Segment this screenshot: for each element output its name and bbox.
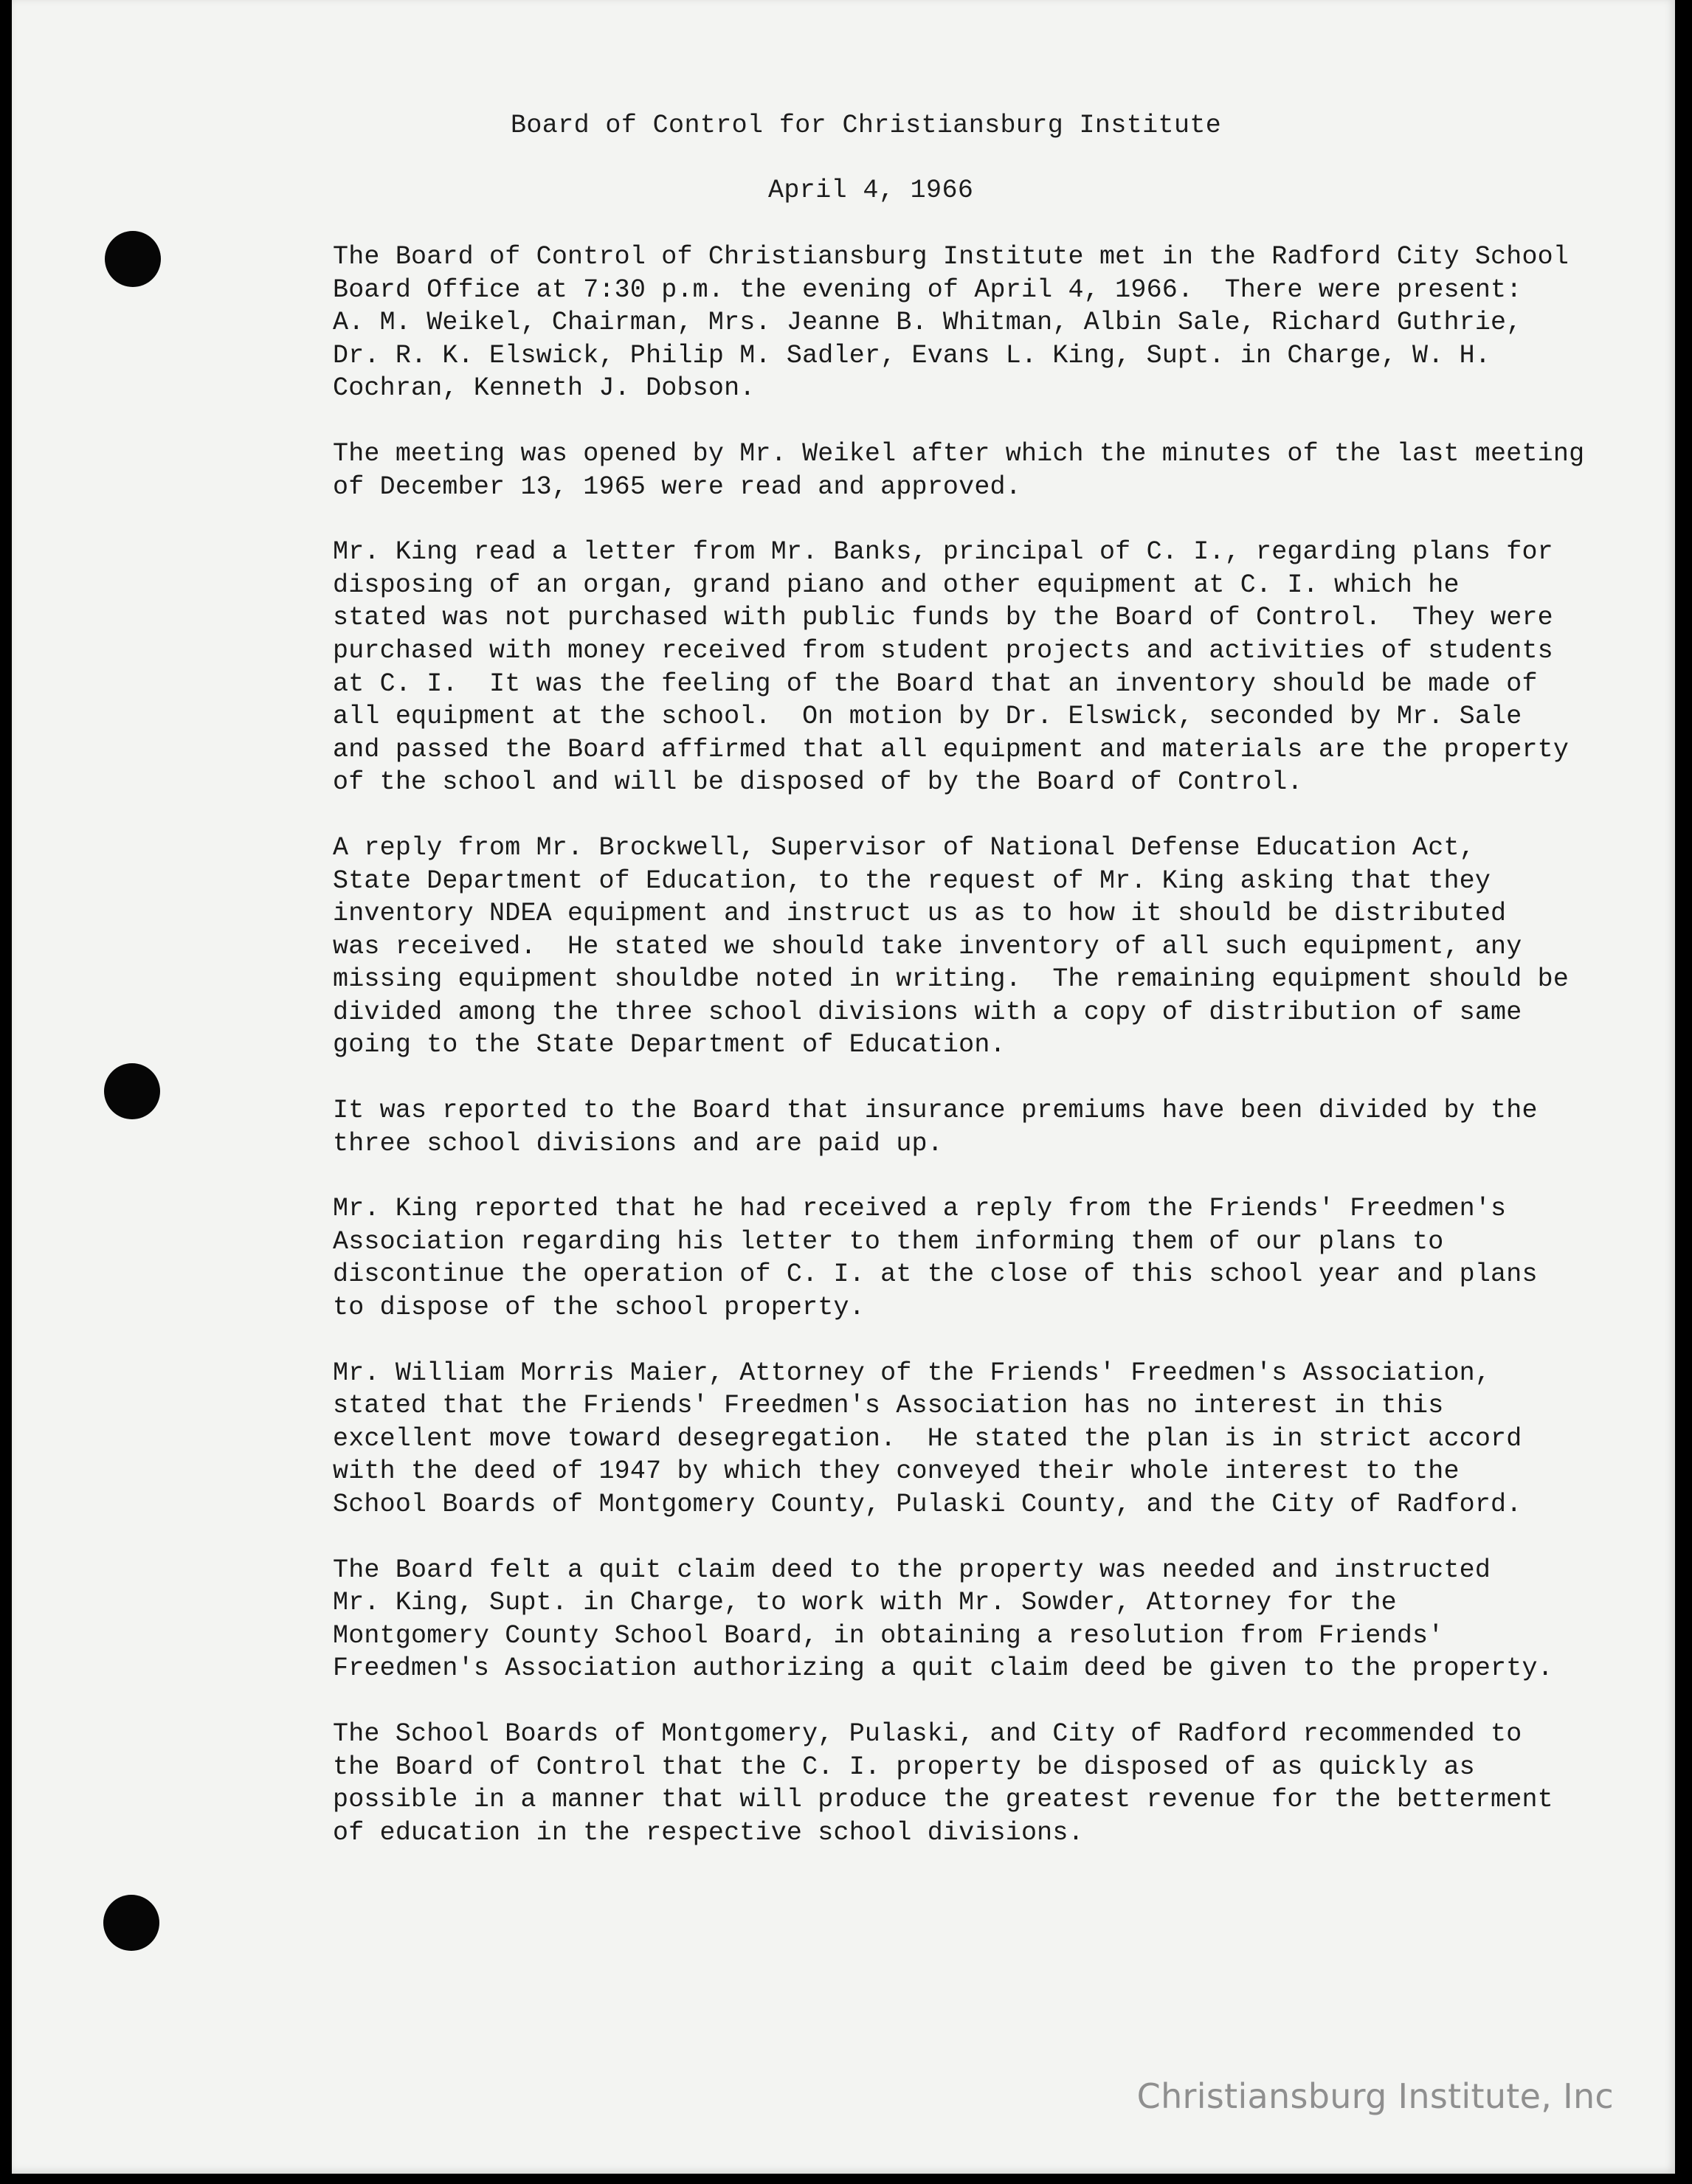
paragraph bbox=[333, 536, 1631, 799]
text-line: stated was not purchased with public funds by the Board of Control. They were bbox=[333, 603, 1553, 633]
paragraph bbox=[333, 832, 1631, 1062]
text-line: The meeting was opened by Mr. Weikel after which the minutes of the last meeting bbox=[333, 438, 1585, 469]
text-line: A reply from Mr. Brockwell, Supervisor of National Defense Education Act, bbox=[333, 832, 1475, 863]
document-title: Board of Control for Christiansburg Institute bbox=[511, 111, 1222, 140]
paragraph bbox=[333, 1554, 1631, 1685]
text-line: Association regarding his letter to them informing them of our plans to bbox=[333, 1226, 1444, 1257]
text-line: going to the State Department of Education. bbox=[333, 1030, 1006, 1060]
text-line: The Board of Control of Christiansburg Institute met in the Radford City School bbox=[333, 242, 1570, 272]
paragraph bbox=[333, 1094, 1631, 1160]
text-line: School Boards of Montgomery County, Pulaski County, and the City of Radford. bbox=[333, 1490, 1522, 1519]
text-line: missing equipment shouldbe noted in writing. The remaining equipment should be bbox=[333, 964, 1570, 995]
punch-hole bbox=[104, 1063, 160, 1119]
text-line: all equipment at the school. On motion by Dr. Elswick, seconded by Mr. Sale bbox=[333, 702, 1522, 732]
text-line: possible in a manner that will produce the greatest revenue for the betterment bbox=[333, 1785, 1553, 1815]
text-line: and passed the Board affirmed that all equipment and materials are the property bbox=[333, 734, 1570, 764]
paragraph bbox=[333, 1357, 1631, 1521]
paragraph bbox=[333, 241, 1631, 405]
punch-hole bbox=[105, 231, 161, 287]
archive-watermark: Christiansburg Institute, Inc bbox=[1136, 2076, 1614, 2116]
text-line: with the deed of 1947 by which they conveyed their whole interest to the bbox=[333, 1456, 1460, 1487]
text-line: The School Boards of Montgomery, Pulaski, and City of Radford recommended to bbox=[333, 1718, 1522, 1749]
text-line: three school divisions and are paid up. bbox=[333, 1128, 943, 1158]
text-line: The Board felt a quit claim deed to the property was needed and instructed bbox=[333, 1555, 1491, 1585]
minutes-body bbox=[333, 241, 1631, 1881]
text-line: of the school and will be disposed of by the Board of Control. bbox=[333, 767, 1303, 798]
text-line: A. M. Weikel, Chairman, Mrs. Jeanne B. Whitman, Albin Sale, Richard Guthrie, bbox=[333, 308, 1522, 338]
text-line: It was reported to the Board that insurance premiums have been divided by the bbox=[333, 1096, 1538, 1126]
paragraph bbox=[333, 1192, 1631, 1324]
text-line: discontinue the operation of C. I. at the close of this school year and plans bbox=[333, 1259, 1538, 1290]
text-line: stated that the Friends' Freedmen's Association has no interest in this bbox=[333, 1391, 1444, 1421]
text-line: Mr. William Morris Maier, Attorney of the Friends' Freedmen's Association, bbox=[333, 1358, 1491, 1388]
text-line: Mr. King, Supt. in Charge, to work with Mr. Sowder, Attorney for the bbox=[333, 1588, 1397, 1618]
text-line: was received. He stated we should take inventory of all such equipment, any bbox=[333, 931, 1522, 961]
text-line: inventory NDEA equipment and instruct us as to how it should be distributed bbox=[333, 899, 1507, 929]
text-line: State Department of Education, to the request of Mr. King asking that they bbox=[333, 865, 1491, 896]
text-line: the Board of Control that the C. I. property be disposed of as quickly as bbox=[333, 1752, 1475, 1782]
text-line: Mr. King reported that he had received a reply from the Friends' Freedmen's bbox=[333, 1194, 1507, 1224]
document-date: April 4, 1966 bbox=[768, 176, 974, 205]
text-line: purchased with money received from student projects and activities of students bbox=[333, 635, 1553, 666]
text-line: divided among the three school divisions with a copy of distribution of same bbox=[333, 997, 1522, 1027]
text-line: disposing of an organ, grand piano and other equipment at C. I. which he bbox=[333, 570, 1460, 600]
text-line: excellent move toward desegregation. He stated the plan is in strict accord bbox=[333, 1423, 1522, 1454]
text-line: of December 13, 1965 were read and approved. bbox=[333, 471, 1021, 502]
text-line: Mr. King read a letter from Mr. Banks, principal of C. I., regarding plans for bbox=[333, 537, 1553, 567]
paragraph bbox=[333, 1718, 1631, 1849]
text-line: at C. I. It was the feeling of the Board that an inventory should be made of bbox=[333, 668, 1538, 699]
text-line: Freedmen's Association authorizing a quit claim deed be given to the property. bbox=[333, 1653, 1553, 1684]
text-line: Dr. R. K. Elswick, Philip M. Sadler, Evans L. King, Supt. in Charge, W. H. bbox=[333, 340, 1491, 370]
text-line: Cochran, Kenneth J. Dobson. bbox=[333, 373, 756, 404]
text-line: Montgomery County School Board, in obtaining a resolution from Friends' bbox=[333, 1620, 1444, 1651]
typed-page bbox=[12, 0, 1675, 2174]
text-line: to dispose of the school property. bbox=[333, 1293, 865, 1323]
paragraph bbox=[333, 438, 1631, 503]
text-line: of education in the respective school divisions. bbox=[333, 1817, 1084, 1848]
punch-hole bbox=[103, 1895, 159, 1951]
text-line: Board Office at 7:30 p.m. the evening of April 4, 1966. There were present: bbox=[333, 274, 1522, 305]
